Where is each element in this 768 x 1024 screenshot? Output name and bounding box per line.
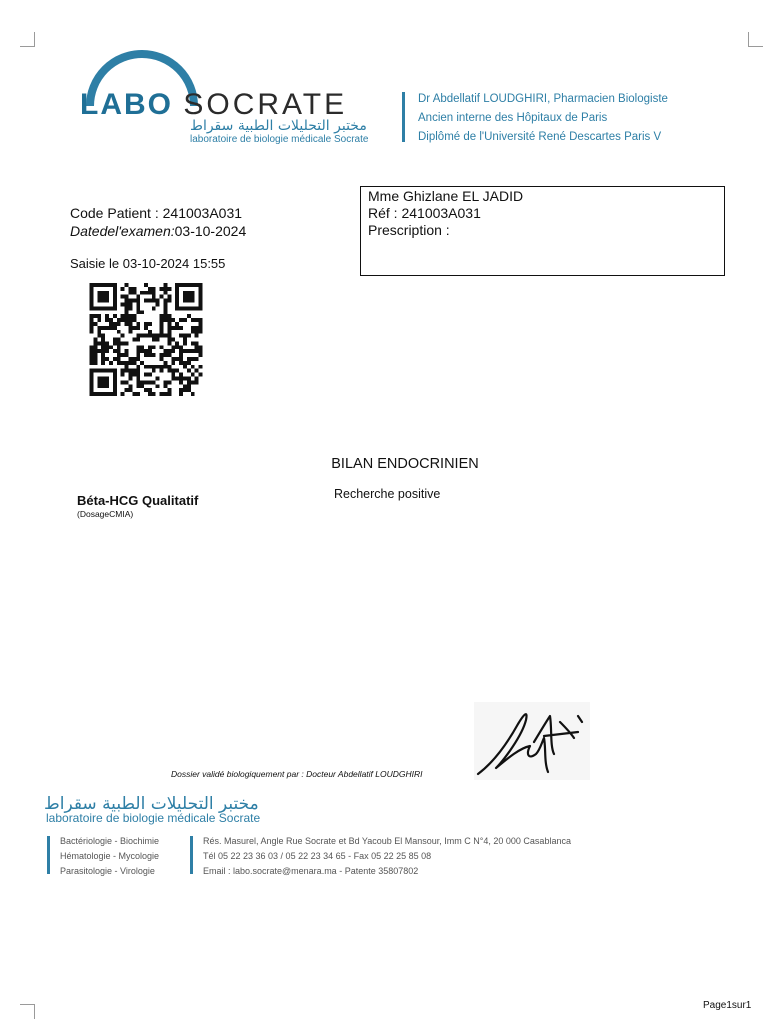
logo-part2: SOCRATE (183, 88, 348, 121)
footer-specialties (60, 834, 159, 879)
entry-date: Saisie le 03-10-2024 15:55 (70, 256, 226, 271)
recipient-ref: Réf : 241003A031 (368, 205, 481, 221)
credential-line: Ancien interne des Hôpitaux de Paris (418, 112, 608, 124)
test-result: Recherche positive (334, 487, 441, 501)
contact-address: Rés. Masurel, Angle Rue Socrate et Bd Yacoub El Mansour, Imm C N°4, 20 000 Casablanca (203, 836, 571, 846)
specialty-line: Bactériologie - Biochimie (60, 836, 160, 846)
crop-mark-top-left (20, 32, 35, 47)
patient-code-value: 241003A031 (162, 205, 243, 221)
exam-date (70, 222, 246, 240)
exam-date-label: Datedel'examen: (70, 223, 175, 239)
logo-arabic: مختبر التحليلات الطبية سقراط (190, 118, 367, 134)
footer-divider (190, 836, 193, 874)
patient-info (70, 204, 246, 240)
section-title: BILAN ENDOCRINIEN (331, 456, 479, 472)
signature-icon (474, 702, 590, 780)
test-method: (DosageCMIA) (77, 509, 134, 519)
doctor-credentials (418, 90, 668, 147)
contact-phone: Tél 05 22 23 36 03 / 05 22 23 34 65 - Fax 05 22 25 85 08 (203, 851, 432, 861)
credential-line: Diplômé de l'Université René Descartes Paris V (418, 131, 662, 143)
patient-code (70, 204, 246, 222)
header-divider (402, 92, 405, 142)
contact-email: Email : labo.socrate@menara.ma - Patente 35807802 (203, 866, 419, 876)
recipient-box (360, 186, 725, 276)
page-number: Page1sur1 (703, 1000, 752, 1011)
specialty-line: Parasitologie - Virologie (60, 866, 155, 876)
qr-code-icon (86, 283, 206, 396)
footer-contact (203, 834, 571, 879)
recipient-name: Mme Ghizlane EL JADID (368, 188, 524, 204)
specialty-line: Hématologie - Mycologie (60, 851, 160, 861)
footer-subtitle: laboratoire de biologie médicale Socrate (46, 811, 261, 825)
credential-line: Dr Abdellatif LOUDGHIRI, Pharmacien Biologiste (418, 93, 668, 105)
crop-mark-top-right (748, 32, 763, 47)
crop-mark-bottom-left (20, 1004, 35, 1019)
patient-code-label: Code Patient : (70, 205, 163, 221)
logo-part1: LABO (80, 88, 173, 121)
test-name: Béta-HCG Qualitatif (77, 493, 199, 508)
recipient-prescription: Prescription : (368, 222, 450, 238)
logo-subtitle: laboratoire de biologie médicale Socrate (190, 134, 369, 145)
exam-date-value: 03-10-2024 (174, 223, 247, 239)
footer-arabic: مختبر التحليلات الطبية سقراط (44, 794, 259, 814)
footer-divider (47, 836, 50, 874)
logo-wordmark (80, 88, 347, 122)
validation-text: Dossier validé biologiquement par : Docteur Abdellatif LOUDGHIRI (171, 769, 423, 779)
